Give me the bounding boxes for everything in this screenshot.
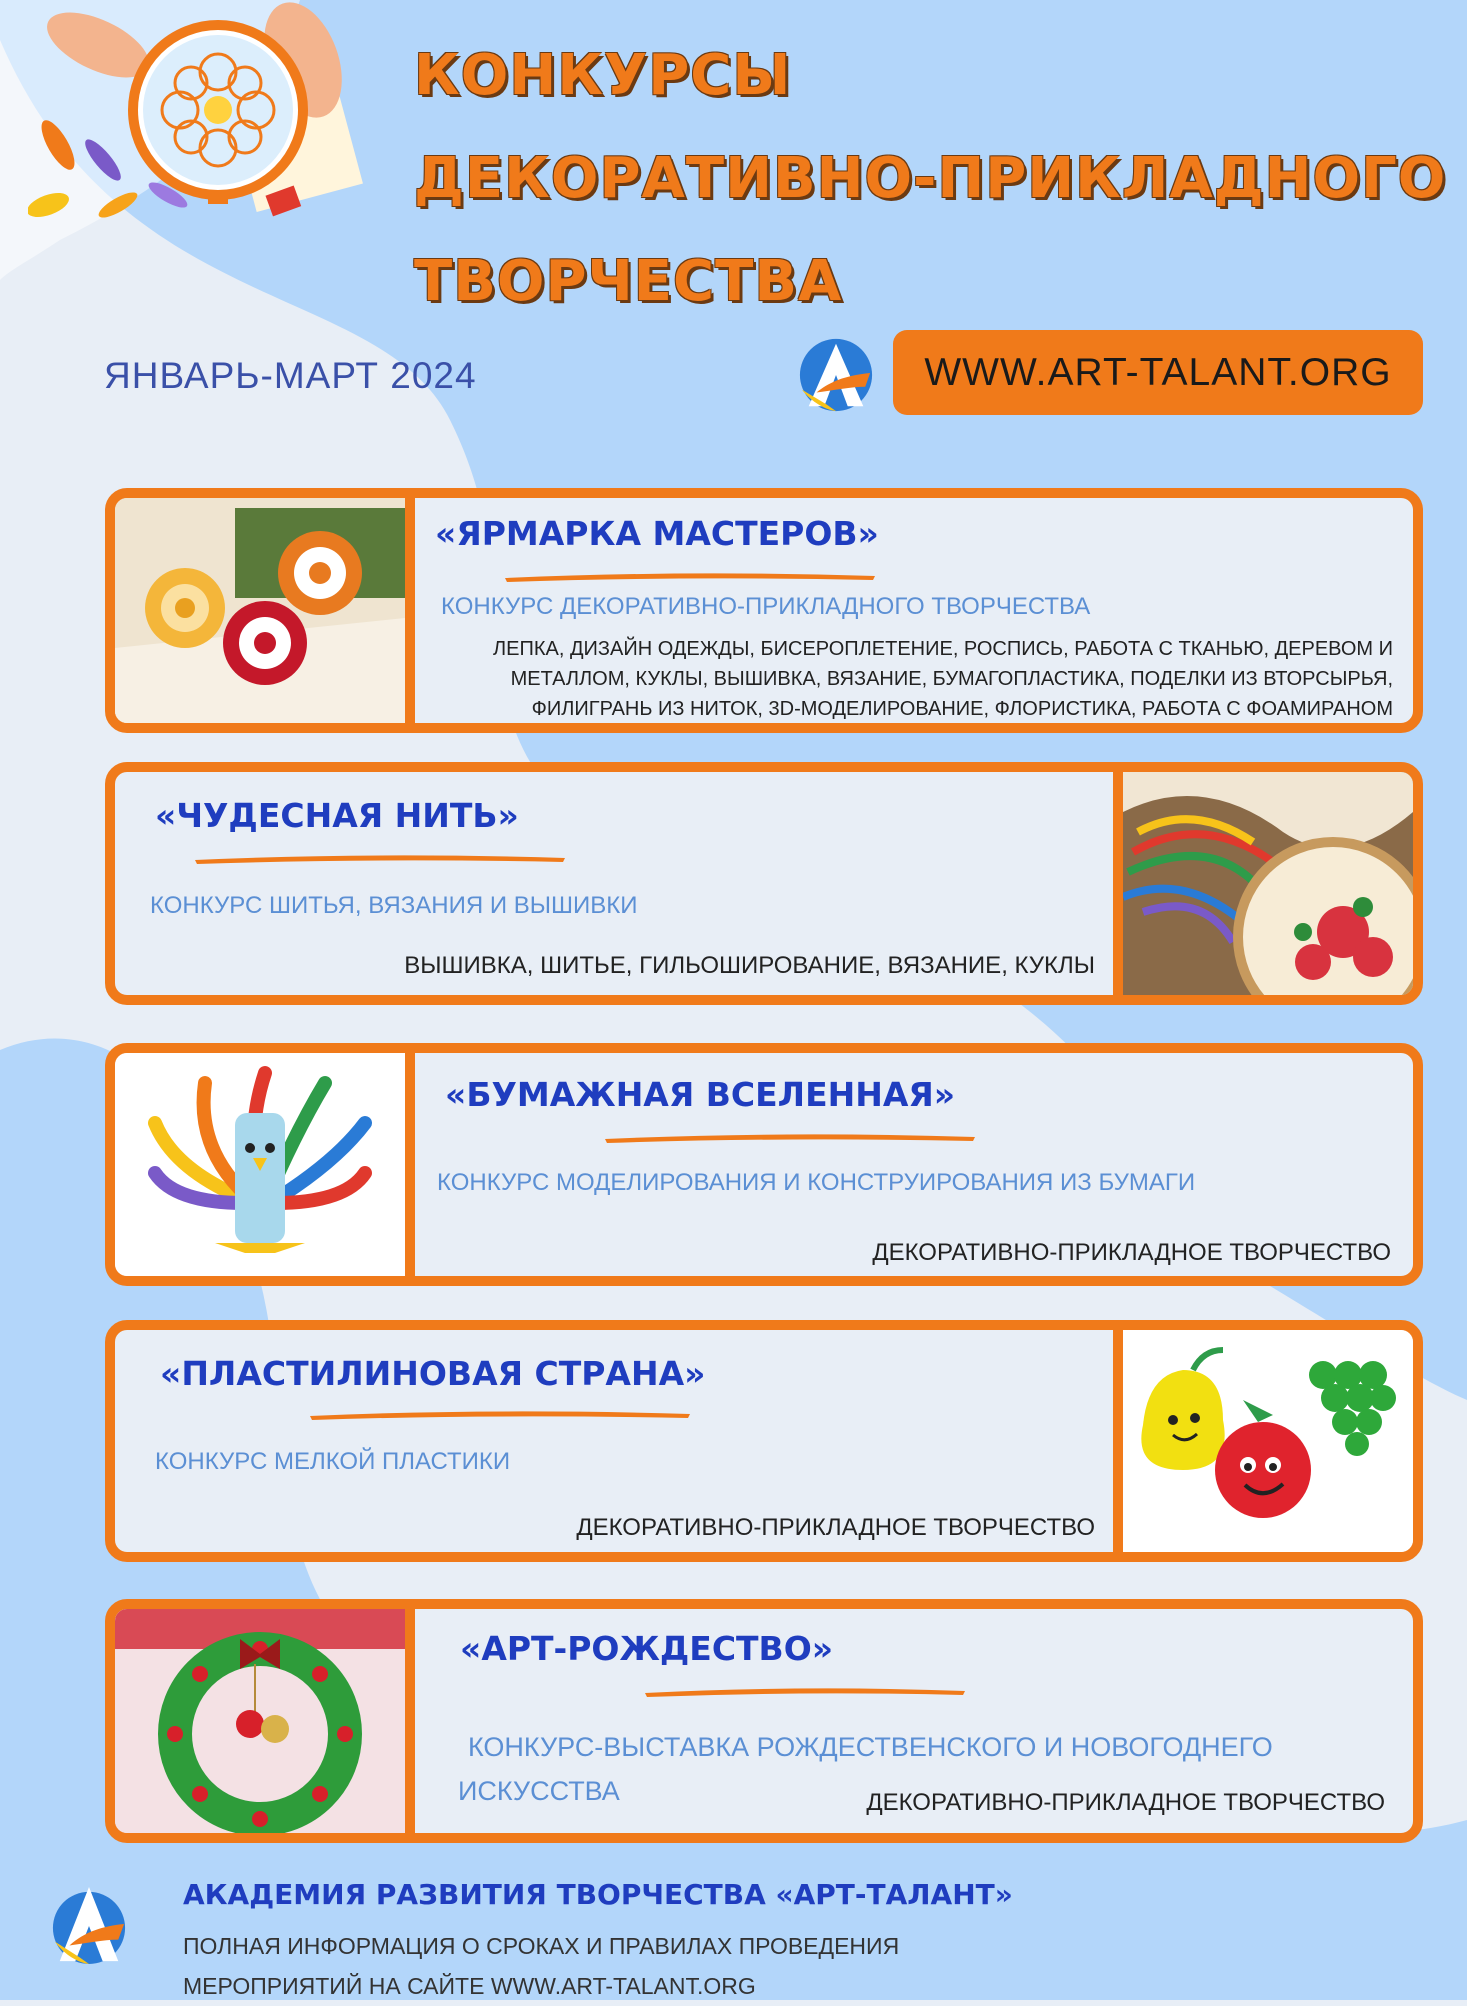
contest-subtitle: КОНКУРС МЕЛКОЙ ПЛАСТИКИ: [155, 1448, 511, 1475]
contest-title: «АРТ-РОЖДЕСТВО»: [460, 1629, 834, 1668]
embroidery-hoop-icon: [28, 0, 368, 245]
title-line: КОНКУРСЫ: [414, 43, 792, 108]
art-talant-logo-icon: [50, 1880, 128, 1970]
contest-subtitle: КОНКУРС МОДЕЛИРОВАНИЯ И КОНСТРУИРОВАНИЯ ИЗ БУМАГИ: [437, 1169, 1196, 1196]
christmas-wreath-photo: [115, 1609, 405, 1833]
subtitle-line: ИСКУССТВА: [458, 1776, 620, 1806]
footer-line: МЕРОПРИЯТИЙ НА САЙТЕ WWW.ART-TALANT.ORG: [183, 1973, 756, 1999]
felt-flowers-photo: [115, 498, 405, 723]
category-line: МЕТАЛЛОМ, КУКЛЫ, ВЫШИВКА, ВЯЗАНИЕ, БУМАГОПЛАСТИКА, ПОДЕЛКИ ИЗ ВТОРСЫРЬЯ,: [510, 668, 1393, 690]
contest-title: «БУМАЖНАЯ ВСЕЛЕННАЯ»: [445, 1075, 956, 1114]
contest-categories: [493, 634, 1393, 724]
brush-stroke: [605, 1133, 975, 1143]
contest-card-art-rozhdestvo[interactable]: [105, 1599, 1423, 1843]
contest-categories: ДЕКОРАТИВНО-ПРИКЛАДНОЕ ТВОРЧЕСТВО: [576, 1514, 1095, 1541]
card-divider: [405, 1609, 415, 1833]
category-line: ЛЕПКА, ДИЗАЙН ОДЕЖДЫ, БИСЕРОПЛЕТЕНИЕ, РОСПИСЬ, РАБОТА С ТКАНЬЮ, ДЕРЕВОМ И: [493, 638, 1393, 660]
brush-stroke: [195, 854, 565, 864]
contest-categories: ДЕКОРАТИВНО-ПРИКЛАДНОЕ ТВОРЧЕСТВО: [866, 1789, 1385, 1816]
clay-fruits-photo: [1123, 1330, 1413, 1552]
contest-categories: ДЕКОРАТИВНО-ПРИКЛАДНОЕ ТВОРЧЕСТВО: [872, 1239, 1391, 1266]
art-talant-logo-icon: [797, 335, 875, 415]
contest-title: «ЯРМАРКА МАСТЕРОВ»: [435, 514, 879, 553]
brush-stroke: [505, 572, 875, 582]
brush-stroke: [310, 1410, 690, 1420]
title-line: ТВОРЧЕСТВА: [414, 249, 843, 314]
card-divider: [405, 498, 415, 723]
website-link-button[interactable]: WWW.ART-TALANT.ORG: [893, 330, 1423, 415]
footer-title: АКАДЕМИЯ РАЗВИТИЯ ТВОРЧЕСТВА «АРТ-ТАЛАНТ»: [183, 1878, 1013, 1911]
contest-categories: ВЫШИВКА, ШИТЬЕ, ГИЛЬОШИРОВАНИЕ, ВЯЗАНИЕ, КУКЛЫ: [404, 952, 1095, 979]
subtitle-line: КОНКУРС-ВЫСТАВКА РОЖДЕСТВЕНСКОГО И НОВОГОДНЕГО: [468, 1732, 1273, 1762]
card-divider: [1113, 772, 1123, 995]
card-divider: [1113, 1330, 1123, 1552]
contest-card-yarmarka[interactable]: [105, 488, 1423, 733]
threads-embroidery-photo: [1123, 772, 1413, 995]
paper-turkey-photo: [115, 1053, 405, 1276]
contest-title: «ПЛАСТИЛИНОВАЯ СТРАНА»: [160, 1354, 706, 1393]
contest-title: «ЧУДЕСНАЯ НИТЬ»: [155, 796, 519, 835]
page-title: [414, 24, 1446, 333]
brush-stroke: [645, 1687, 965, 1697]
card-divider: [405, 1053, 415, 1276]
contest-card-bumazhnaya-vselennaya[interactable]: [105, 1043, 1423, 1286]
contest-card-chudesnaya-nit[interactable]: [105, 762, 1423, 1005]
contest-card-plastilinovaya-strana[interactable]: [105, 1320, 1423, 1562]
footer-info: [183, 1926, 943, 2006]
contest-subtitle: КОНКУРС ШИТЬЯ, ВЯЗАНИЯ И ВЫШИВКИ: [150, 892, 638, 919]
date-range: ЯНВАРЬ-МАРТ 2024: [104, 355, 477, 396]
title-line: ДЕКОРАТИВНО-ПРИКЛАДНОГО: [414, 146, 1447, 211]
footer-line: ПОЛНАЯ ИНФОРМАЦИЯ О СРОКАХ И ПРАВИЛАХ ПРОВЕДЕНИЯ: [183, 1933, 900, 1959]
category-line: ФИЛИГРАНЬ ИЗ НИТОК, 3D-МОДЕЛИРОВАНИЕ, ФЛОРИСТИКА, РАБОТА С ФОАМИРАНОМ: [531, 698, 1393, 720]
contest-subtitle: КОНКУРС ДЕКОРАТИВНО-ПРИКЛАДНОГО ТВОРЧЕСТВА: [441, 593, 1091, 620]
